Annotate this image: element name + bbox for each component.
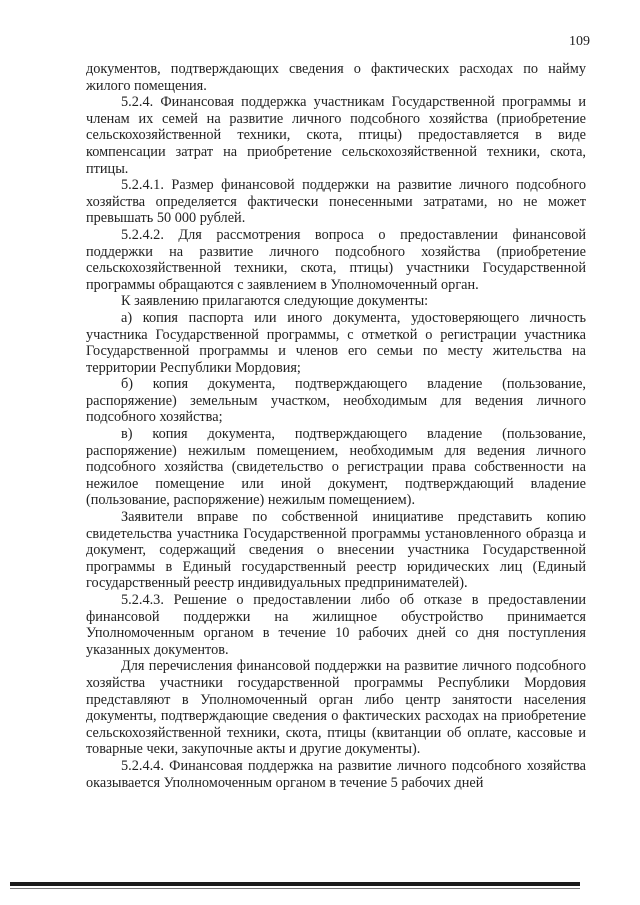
paragraph-5-2-4-1: 5.2.4.1. Размер финансовой поддержки на развитие личного подсобного хозяйства определяется фактически понесенными затратами, но не может превышать 50 000 рублей. [86, 177, 586, 227]
paragraph-5-2-4: 5.2.4. Финансовая поддержка участникам Государственной программы и членам их семей на развитие личного подсобного хозяйства (приобретение сельскохозяйственной техники, скота, птицы) предоставляется в виде компенсации затрат на приобретение сельскохозяйственной техники, скота, птицы. [86, 94, 586, 177]
paragraph-continuation: документов, подтверждающих сведения о фактических расходах по найму жилого помещения. [86, 61, 586, 94]
document-body [86, 61, 586, 791]
paragraph-5-2-4-2: 5.2.4.2. Для рассмотрения вопроса о предоставлении финансовой поддержки на развитие личного подсобного хозяйства (приобретение сельскохозяйственной техники, скота, птицы) участники Государственной программы обращаются с заявлением в Уполномоченный орган. [86, 226, 586, 293]
paragraph-applicants-right: Заявители вправе по собственной инициативе представить копию свидетельства участника Государственной программы установленного образца и документ, содержащий сведения о внесении участника Государственной программы в Единый государственный реестр юридических лиц (Единый государственный реестр индивидуальных предпринимателей). [86, 509, 586, 592]
paragraph-5-2-4-3: 5.2.4.3. Решение о предоставлении либо об отказе в предоставлении финансовой поддержки на жилищное обустройство принимается Уполномоченным органом в течение 10 рабочих дней со дня поступления указанных документов. [86, 592, 586, 658]
paragraph-transfer-docs: Для перечисления финансовой поддержки на развитие личного подсобного хозяйства участники государственной программы Республики Мордовия представляют в Уполномоченный орган либо центр занятости населения документы, подтверждающие сведения о фактических расходах на приобретение сельскохозяйственной техники, скота, птицы (квитанции об оплате, кассовые и товарные чеки, закупочные акты и другие документы). [86, 658, 586, 758]
scan-edge-line [10, 882, 580, 886]
scan-edge-line-thin [10, 888, 580, 889]
paragraph-documents-intro: К заявлению прилагаются следующие документы: [121, 293, 429, 310]
list-item-v: в) копия документа, подтверждающего владение (пользование, распоряжение) нежилым помещением, необходимым для ведения личного подсобного хозяйства (свидетельство о регистрации права собственности на нежилое помещение или иной документ, подтверждающий владение (пользование, распоряжение) нежилым помещением). [86, 426, 586, 509]
list-item-b: б) копия документа, подтверждающего владение (пользование, распоряжение) земельным участком, необходимым для ведения личного подсобного хозяйства; [86, 376, 586, 426]
list-item-a: а) копия паспорта или иного документа, удостоверяющего личность участника Государственной программы, с отметкой о регистрации участника Государственной программы и членов его семьи по месту жительства на территории Республики Мордовия; [86, 309, 586, 376]
page-number: 109 [569, 34, 590, 49]
paragraph-5-2-4-4: 5.2.4.4. Финансовая поддержка на развитие личного подсобного хозяйства оказывается Уполномоченным органом в течение 5 рабочих дней [86, 757, 586, 791]
